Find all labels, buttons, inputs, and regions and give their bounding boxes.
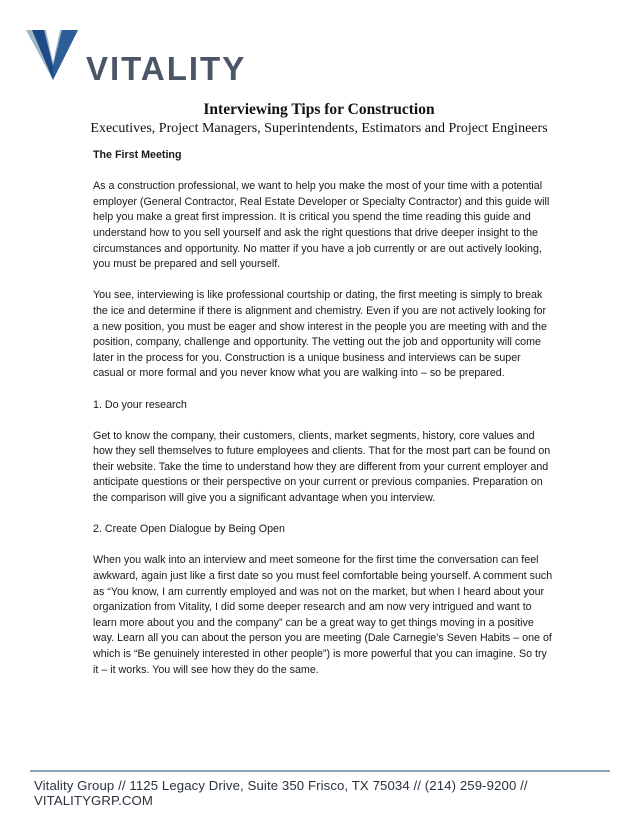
company-logo	[26, 22, 247, 87]
paragraph: Get to know the company, their customers, clients, market segments, history, core values and how they sell themselves to future employees and clients. That for the most part can be found on their website. Take the time to understand how they are different from your current employer and anticipate questions or their perspective on your current or previous companies. Preparation on the comparison will give you a significant advantage when you interview.	[93, 429, 551, 505]
paragraph: When you walk into an interview and meet someone for the first time the conversation can feel awkward, again just like a first date so you must feel comfortable being yourself. A comment such as “You know, I am currently employed and was not on the market, but when I heard about your organization from Vitality, I did some deeper research and am now very intrigued and want to learn more about you and the company” can be a great way to get things moving in a positive way. Learn all you can about the person you are meeting (Dale Carnegie’s Seven Habits – one of which is “Be genuinely interested in other people”) is more powerful that you can imagine. So try it – it works. You will see how they do the same.	[93, 554, 553, 676]
section-heading-first-meeting: The First Meeting	[93, 149, 182, 161]
section-heading-dialogue: 2. Create Open Dialogue by Being Open	[93, 523, 285, 536]
document-title: Interviewing Tips for Construction	[203, 101, 435, 118]
logo-wordmark: VITALITY	[86, 50, 247, 87]
document-body	[93, 148, 553, 694]
paragraph: As a construction professional, we want to help you make the most of your time with a potential employer (General Contractor, Real Estate Developer or Specialty Contractor) and this guide will help you make a great first impression. It is critical you spend the time reading this guide and understand how to you sell yourself and ask the right questions that drive deeper insight to the circumstances and opportunity. No matter if you have a job currently or are out actively looking, you must be prepared and sell yourself.	[93, 180, 550, 271]
footer-divider	[30, 770, 610, 772]
paragraph: You see, interviewing is like professional courtship or dating, the first meeting is simply to break the ice and determine if there is alignment and chemistry. Even if you are not actively looking for a new position, you must be eager and show interest in the people you are meeting with and the position, company, challenge and opportunity. The vetting out the job and opportunity will come later in the process for you. Construction is a unique business and interviews can be super casual or more formal and you never know what you are walking into – so be prepared.	[93, 289, 547, 380]
section-heading-research: 1. Do your research	[93, 398, 187, 411]
footer-contact: Vitality Group // 1125 Legacy Drive, Suite 350 Frisco, TX 75034 // (214) 259-9200 // VITALITYGRP.COM	[34, 778, 528, 808]
document-subtitle: Executives, Project Managers, Superintendents, Estimators and Project Engineers	[90, 121, 548, 136]
vitality-v-icon	[26, 22, 80, 82]
